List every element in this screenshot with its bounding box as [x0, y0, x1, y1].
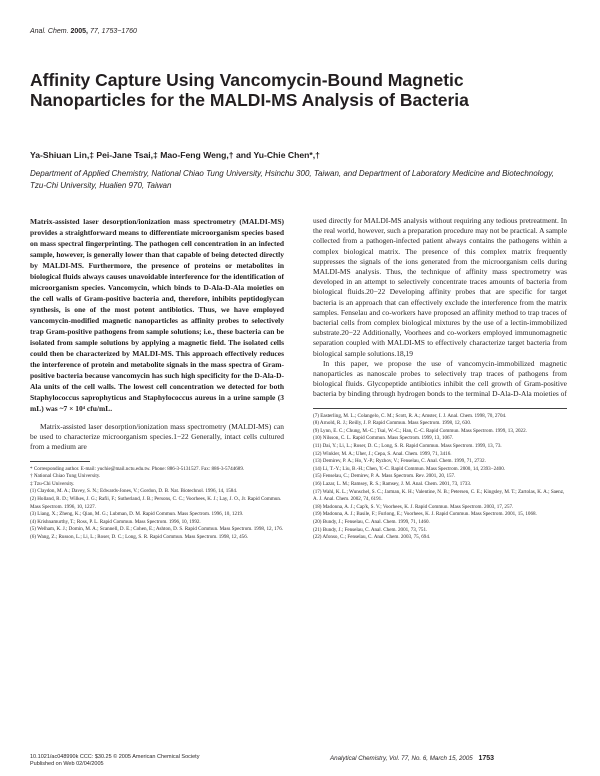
reference-item: (20) Bundy, J.; Fenselau, C. Anal. Chem. 1999, 71, 1460.: [313, 518, 430, 525]
reference-item: (17) Wahl, K. L.; Wunschel, S. C.; Jarman, K. H.; Valentine, N. B.; Petersen, C. E.; Kingsley, M. T.; Zartolas, K. A.; Saenz, A. J. Anal. Chem. 2002, 74, 6191.: [313, 488, 565, 503]
reference-list-left: [30, 488, 284, 541]
left-column: [30, 216, 284, 542]
abstract: Matrix-assisted laser desorption/ionization mass spectrometry (MALDI-MS) provides a straightforward means to differentiate microorganism species based on mass spectral fingerprinting. The pathogen cell concentration in an infected sample, however, is generally lower than that capable of being detected directly by MALDI-MS. Furthermore, the presence of proteins or metabolites in biological fluids always causes unavoidable interference for the identification of microorganism species. Vancomycin, which binds to D-Ala-D-Ala moieties on the cell walls of Gram-positive bacteria and, therefore, inhibits peptidoglycan synthesis, is one of the most potent antibiotics. Thus, we have employed vancomycin-modified magnetic nanoparticles as affinity probes to selectively trap Gram-positive pathogens from sample solutions; i.e., these bacteria can be isolated from sample solutions by applying a magnetic field. The isolated cells could then be characterized by MALDI-MS. This approach effectively reduces the interference of protein and metabolite signals in the mass spectra of Gram-positive bacteria because vancomycin has such high specificity for the D-Ala-D-Ala units of the cell walls. The lowest cell concentration we detected for both Staphylococcus saprophyticus and Staphylococcus aureus in a urine sample (3 mL) was ~7 × 10⁴ cfu/mL.: [30, 217, 284, 413]
reference-item: (21) Bundy, J.; Fenselau, C. Anal. Chem. 2001, 73, 751.: [313, 526, 428, 533]
footnote-item: * Corresponding author. E-mail: yuchie@mail.nctu.edu.tw. Phone: 886-3-5131527. Fax: 886-3-5744689.: [30, 465, 245, 472]
reference-item: (11) Dai, Y.; Li, L.; Roser, D. C.; Long, S. R. Rapid Commun. Mass Spectrom. 1999, 13, 73.: [313, 443, 502, 450]
reference-item: (2) Holland, R. D.; Wilkes, J. G.; Rafii, F.; Sutherland, J. B.; Persons, C. C.; Voorhees, K. J.; Lay, J. O., Jr. Rapid Commun. Mass Spectrom. 1996, 10, 1227.: [30, 495, 282, 510]
affiliation: Department of Applied Chemistry, National Chiao Tung University, Hsinchu 300, Taiwan, and Department of Laboratory Medicine and Biotechnology, Tzu-Chi University, Hualien 970, Taiwan: [30, 169, 554, 190]
footer-publication-info: [30, 754, 199, 768]
doi-line: 10.1021/ac048990k CCC: $30.25 © 2005 American Chemical Society: [30, 754, 200, 760]
reference-item: (22) Afonso, C.; Fenselau, C. Anal. Chem. 2003, 75, 694.: [313, 534, 431, 541]
author-list: Ya-Shiuan Lin,‡ Pei-Jane Tsai,‡ Mao-Feng Weng,† and Yu-Chie Chen*,†: [30, 150, 320, 160]
reference-item: (10) Nilsson, C. L. Rapid Commun. Mass Spectrom. 1999, 13, 1067.: [313, 435, 454, 442]
reference-item: (4) Krishnamurthy, T.; Ross, P. L. Rapid Commun. Mass Spectrom. 1996, 10, 1992.: [30, 518, 201, 525]
footer-journal: [330, 755, 494, 762]
reference-item: (9) Lynn, E. C.; Chung, M.-C.; Tsai, W.-C.; Han, C.-C. Rapid Commun. Mass Spectrom. 1999, 13, 2022.: [313, 427, 527, 434]
right-column: [313, 216, 567, 542]
body-paragraph: used directly for MALDI-MS analysis without requiring any tedious pretreatment. In the real world, however, such a preparation procedure may not be practical. A sample collected from a pathogen-infected patient always contains the pathogens within a complex biological matrix. The presence of this complex matrix frequently suppresses the signals of the ions generated from the microorganism cells during MALDI-MS analysis. Thus, the technique of affinity mass spectrometry was developed in an attempt to selectively concentrate traces amounts of bacteria from biological fluids.20−22 Developing affinity probes that are specific for target bacteria is an approach that can effectively exclude the interference from the matrix samples. Fenselau and co-workers have proposed an affinity method to trap traces of bacterial cells from complex biological mixtures by the use of a lectin-immobilized substrate.20−22 Additionally, Voorhees and co-workers employed immunomagnetic separation coupled with MALDI-MS to effectively characterize target bacteria from biological sample solutions.18,19: [313, 216, 567, 358]
reference-item: (5) Welham, K. J.; Domin, M. A.; Scannell, D. E.; Cohen, E.; Ashton, D. S. Rapid Commun. Mass Spectrom. 1998, 12, 176.: [30, 526, 284, 533]
journal-issue: Analytical Chemistry, Vol. 77, No. 6, March 15, 2005: [330, 755, 473, 762]
reference-item: (18) Madonna, A. J.; Cap'k, S. V.; Voorhees, K. J. Rapid Commun. Mass Spectrom. 2003, 17, 257.: [313, 503, 514, 510]
reference-divider: [313, 408, 567, 409]
journal-pages: 1753−1760: [101, 28, 137, 35]
reference-item: (7) Easterling, M. L.; Colangelo, C. M.; Scott, R. A.; Amster, I. J. Anal. Chem. 1998, 70, 2704.: [313, 412, 507, 419]
reference-item: (6) Wang, Z.; Russon, L.; Li, L.; Roser, D. C.; Long, S. R. Rapid Commun. Mass Spectrom. 1998, 12, 456.: [30, 533, 249, 540]
reference-item: (16) Lazar, L. M.; Ramsey, R. S.; Ramsey, J. M. Anal. Chem. 2001, 73, 1733.: [313, 481, 472, 487]
footnotes: [30, 466, 284, 489]
footnote-item: † National Chiao Tung University.: [30, 473, 101, 480]
reference-item: (1) Claydon, M. A.; Davey, S. N.; Edwards-Jones, V.; Gordon, D. B. Nat. Biotechnol. 1996, 14, 1584.: [30, 488, 238, 495]
reference-item: (14) Li, T.-Y.; Liu, B.-H.; Chen, Y.-C. Rapid Commun. Mass Spectrom. 2000, 14, 2393−2400.: [313, 465, 506, 472]
reference-list-right: [313, 413, 567, 542]
journal-volume: 77,: [89, 28, 100, 35]
journal-citation: [30, 28, 137, 35]
footnote-divider: [30, 461, 90, 462]
paper-title: Affinity Capture Using Vancomycin-Bound Magnetic Nanoparticles for the MALDI-MS Analysis of Bacteria: [30, 70, 469, 110]
intro-paragraph: Matrix-assisted laser desorption/ionization mass spectrometry (MALDI-MS) can be used to characterize microorganism species.1−22 Generally, intact cells cultured from a medium are: [30, 422, 284, 452]
reference-item: (3) Liang, X.; Zheng, K.; Qian, M. G.; Lubman, D. M. Rapid Commun. Mass Spectrom. 1996, 10, 1219.: [30, 511, 244, 518]
reference-item: (12) Winkler, M. A.; Uher, J.; Cepa, S. Anal. Chem. 1999, 71, 3416.: [313, 450, 452, 457]
page-number: 1753: [478, 755, 495, 762]
body-paragraph: In this paper, we propose the use of vancomycin-immobilized magnetic nanoparticles as nanoscale probes to selectively trap traces of pathogens from biological fluids. Glycopeptide antibiotics inhibit the cell growth of Gram-positive bacteria by binding through hydrogen bonds to the terminal D-Ala-D-Ala moieties of: [313, 358, 567, 399]
journal-year: 2005,: [70, 28, 89, 35]
journal-name: Anal. Chem.: [30, 28, 69, 35]
reference-item: (19) Madonna, A. J.; Basile, F.; Furlong, E.; Voorhees, K. J. Rapid Commun. Mass Spectrom. 2001, 15, 1068.: [313, 511, 537, 518]
reference-item: (13) Demirev, P. A.; Ho, Y.-P.; Ryzhov, V.; Fenselau, C. Anal. Chem. 1999, 71, 2732.: [313, 458, 486, 465]
published-date: Published on Web 02/04/2005: [30, 761, 104, 767]
reference-item: (8) Arnold, R. J.; Reilly, J. P. Rapid Commun. Mass Spectrom. 1998, 12, 630.: [313, 420, 472, 427]
footnote-item: ‡ Tzu-Chi University.: [30, 480, 75, 487]
reference-item: (15) Fenselau, C.; Demirev, P. A. Mass Spectrom. Rev. 2001, 20, 157.: [313, 473, 456, 480]
